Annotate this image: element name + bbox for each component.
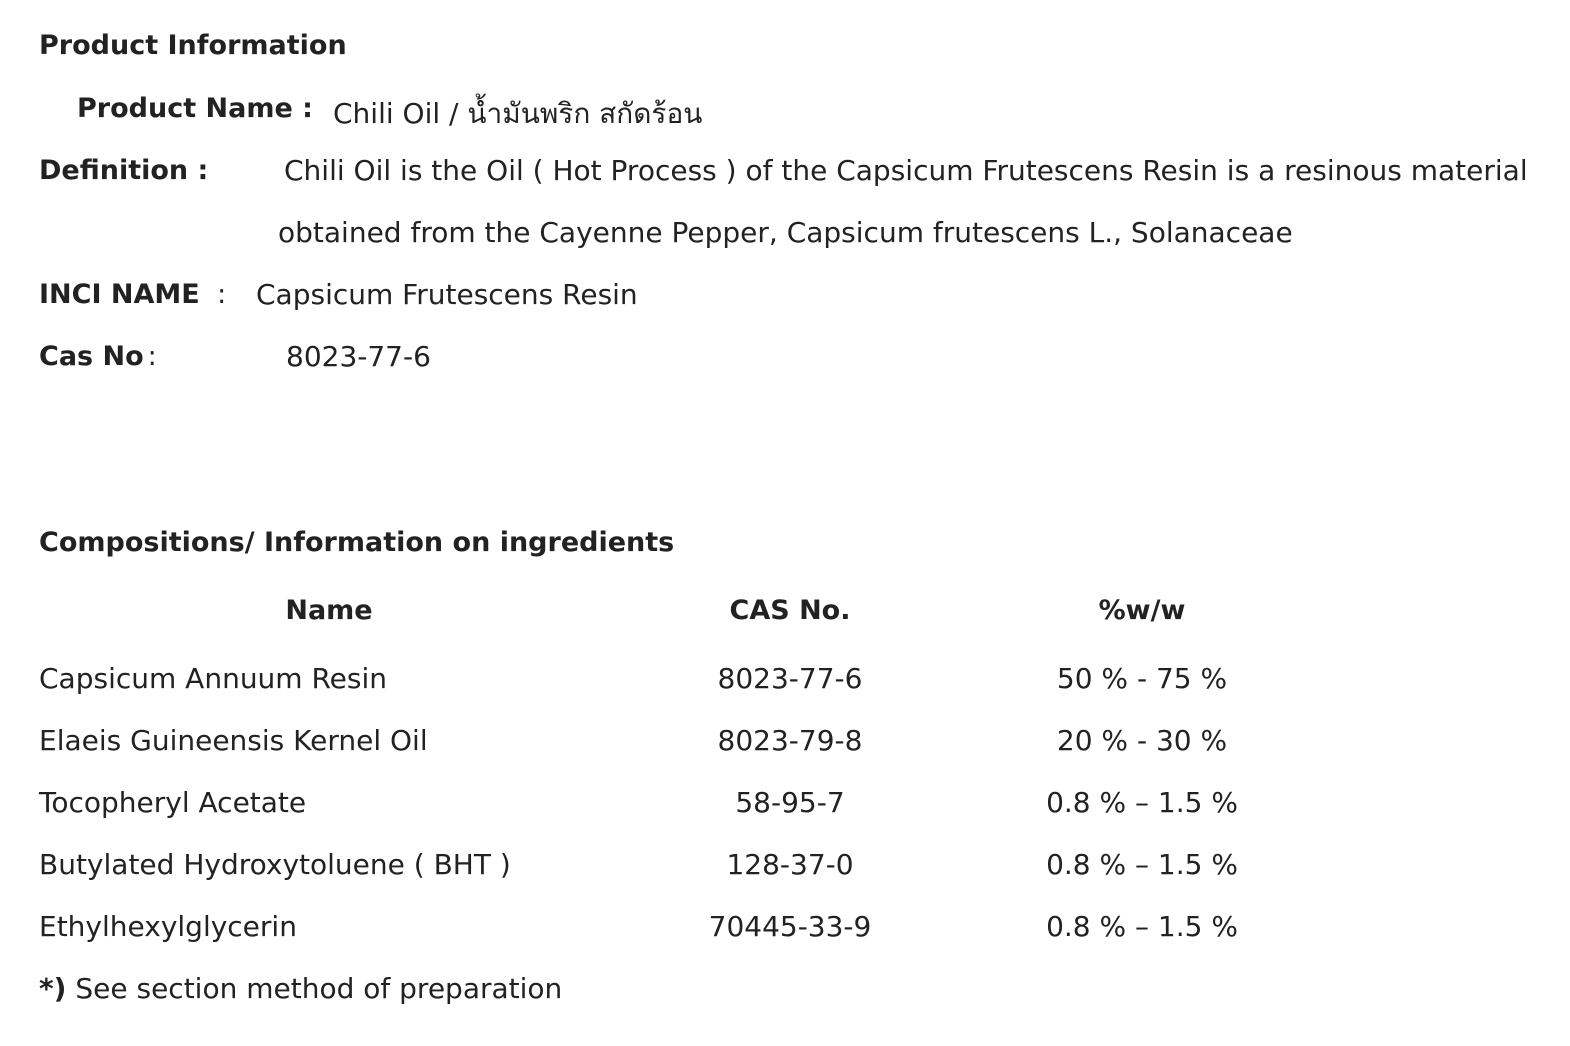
ingredient-cas: 8023-77-6 (717, 662, 863, 695)
cas-no-label-text: Cas No (39, 341, 144, 372)
definition-label: Definition : (39, 155, 209, 186)
ingredient-cas: 70445-33-9 (708, 910, 872, 943)
column-header-cas: CAS No. (729, 595, 851, 626)
inci-name-value: Capsicum Frutescens Resin (256, 278, 638, 311)
cas-no-value: 8023-77-6 (286, 340, 431, 373)
ingredient-cas: 58-95-7 (735, 786, 845, 819)
ingredient-percent: 0.8 % – 1.5 % (1046, 848, 1238, 881)
ingredient-percent: 0.8 % – 1.5 % (1046, 910, 1238, 943)
product-name-label: Product Name : (77, 93, 313, 124)
ingredient-percent: 20 % - 30 % (1056, 724, 1228, 757)
ingredient-percent: 0.8 % – 1.5 % (1046, 786, 1238, 819)
ingredient-name: Elaeis Guineensis Kernel Oil (39, 724, 428, 757)
inci-name-label (39, 279, 226, 310)
footnote-mark: *) (39, 972, 67, 1005)
cas-no-label (39, 341, 157, 372)
ingredient-name: Capsicum Annuum Resin (39, 662, 388, 695)
ingredient-percent: 50 % - 75 % (1056, 662, 1228, 695)
inci-name-colon: : (217, 279, 227, 310)
inci-name-label-text: INCI NAME (39, 279, 200, 310)
ingredient-name: Tocopheryl Acetate (39, 786, 307, 819)
product-name-value: Chili Oil / น้ำมันพริก สกัดร้อน (333, 97, 703, 130)
product-information-heading: Product Information (39, 30, 347, 61)
column-header-name: Name (285, 595, 373, 626)
footnote (39, 972, 562, 1005)
footnote-text: See section method of preparation (66, 972, 563, 1005)
definition-line-2: obtained from the Cayenne Pepper, Capsicum frutescens L., Solanaceae (278, 216, 1293, 249)
ingredient-cas: 8023-79-8 (717, 724, 863, 757)
ingredient-cas: 128-37-0 (726, 848, 854, 881)
definition-line-1: Chili Oil is the Oil ( Hot Process ) of the Capsicum Frutescens Resin is a resinous material (284, 154, 1528, 187)
compositions-heading: Compositions/ Information on ingredients (39, 527, 675, 558)
cas-no-colon: : (147, 341, 157, 372)
ingredient-name: Ethylhexylglycerin (39, 910, 297, 943)
column-header-percent: %w/w (1098, 595, 1186, 626)
ingredient-name: Butylated Hydroxytoluene ( BHT ) (39, 848, 511, 881)
